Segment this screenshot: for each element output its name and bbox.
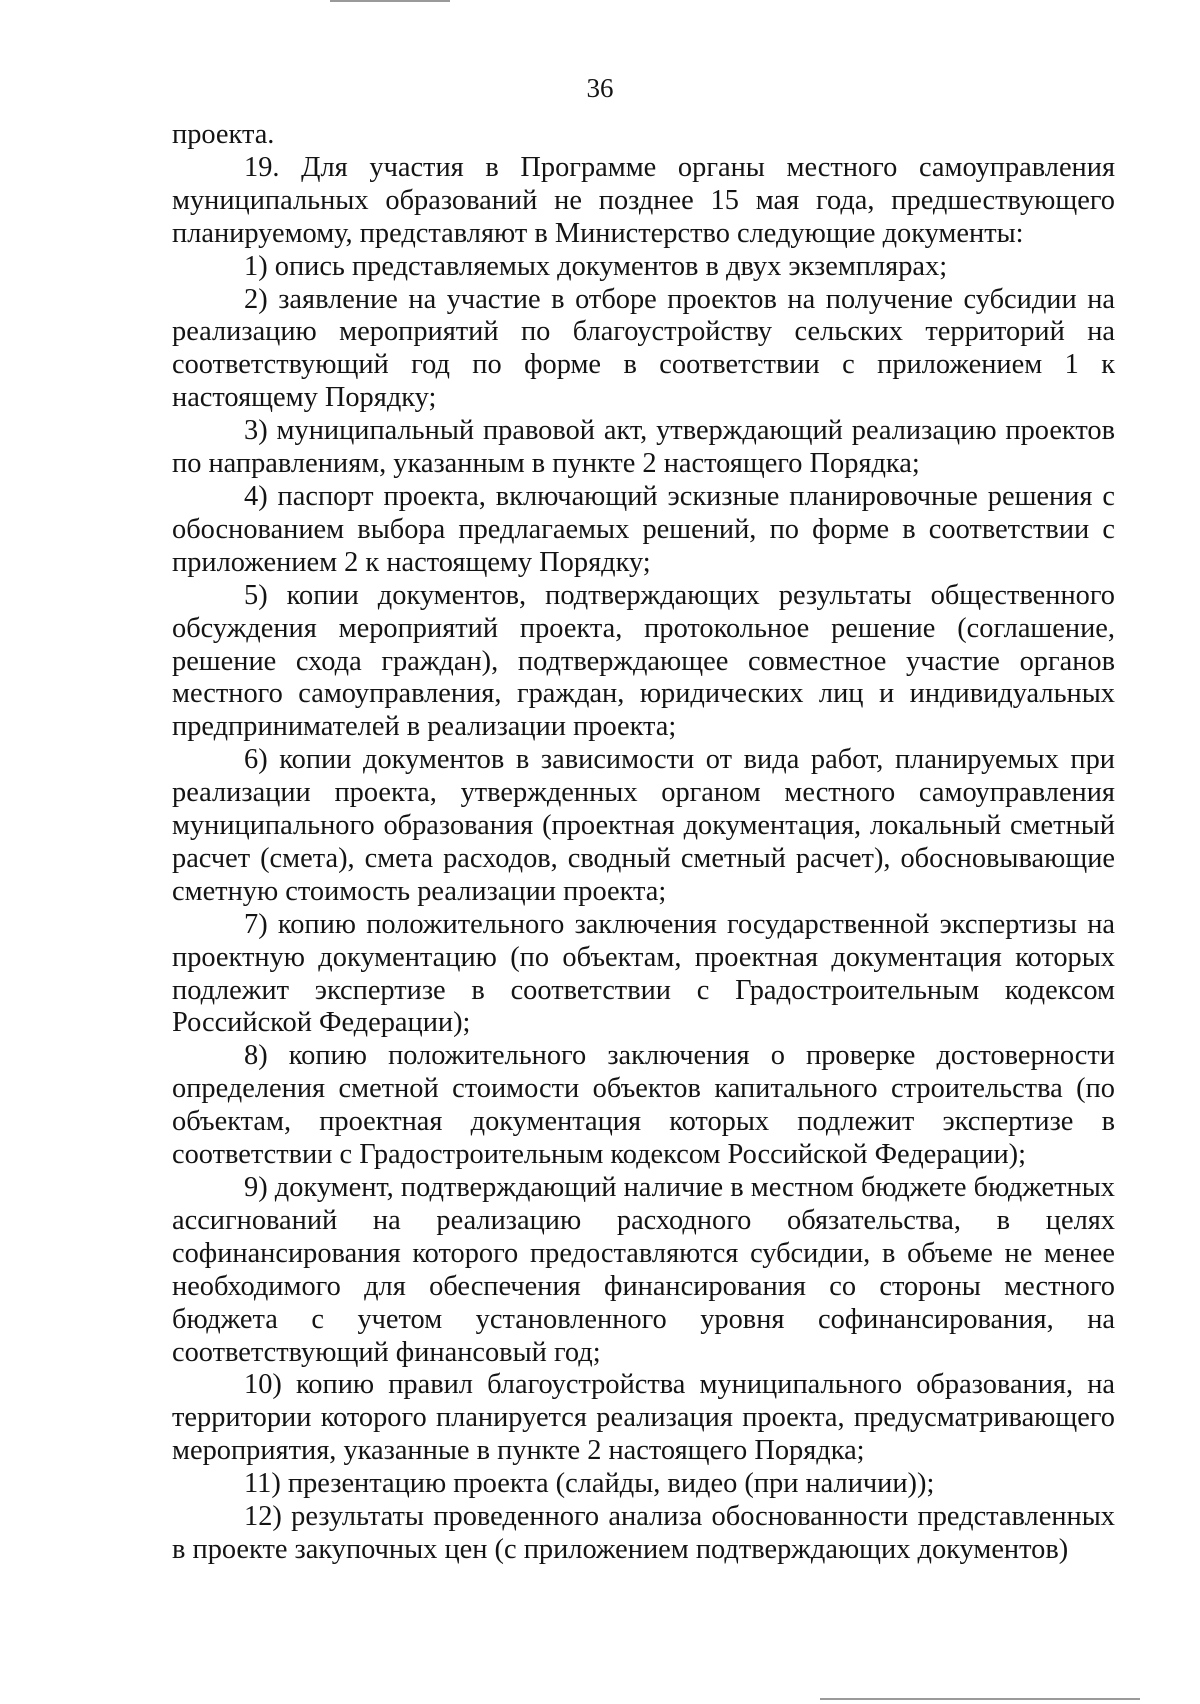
list-item-10: 10) копию правил благоустройства муниципального образования, на территории которого планируется реализация проекта, предусматривающего мероприятия, указанные в пункте 2 настоящего Порядка; — [172, 1369, 1115, 1467]
list-item-12: 12) результаты проведенного анализа обоснованности представленных в проекте закупочных цен (с приложением подтверждающих документов) — [172, 1501, 1115, 1565]
list-item-7: 7) копию положительного заключения государственной экспертизы на проектную документацию (по объектам, проектная документация которых подлежит экспертизе в соответствии с Градостроительным кодексом Российской Федерации); — [172, 908, 1115, 1039]
scan-artifact-top — [330, 0, 450, 2]
list-item-6: 6) копии документов в зависимости от вида работ, планируемых при реализации проекта, утвержденных органом местного самоуправления муниципального образования (проектная документация, локальный сметный расчет (смета), смета расходов, сводный сметный расчет), обосновывающие сметную стоимость реализации проекта; — [172, 744, 1115, 907]
paragraph-continuation: проекта. — [172, 119, 275, 150]
page-number: 36 — [586, 73, 614, 103]
list-item-2: 2) заявление на участие в отборе проектов на получение субсидии на реализацию мероприятий по благоустройству сельских территорий на соответствующий год по форме в соответствии с приложением 1 к настоящему Порядку; — [172, 283, 1115, 414]
list-item-3: 3) муниципальный правовой акт, утверждающий реализацию проектов по направлениям, указанным в пункте 2 настоящего Порядка; — [172, 415, 1115, 480]
document-body — [172, 119, 1115, 1567]
list-item-1: 1) опись представляемых документов в двух экземплярах; — [244, 250, 948, 282]
paragraph-item-19: 19. Для участия в Программе органы местного самоуправления муниципальных образований не позднее 15 мая года, предшествующего планируемому, представляют в Министерство следующие документы: — [172, 151, 1115, 249]
list-item-4: 4) паспорт проекта, включающий эскизные планировочные решения с обоснованием выбора предлагаемых решений, по форме в соответствии с приложением 2 к настоящему Порядку; — [172, 480, 1115, 578]
list-item-11: 11) презентацию проекта (слайды, видео (при наличии)); — [244, 1468, 935, 1500]
list-item-8: 8) копию положительного заключения о проверке достоверности определения сметной стоимости объектов капитального строительства (по объектам, проектная документация которых подлежит экспертизе в соответствии с Градостроительным кодексом Российской Федерации); — [172, 1040, 1115, 1171]
list-item-9: 9) документ, подтверждающий наличие в местном бюджете бюджетных ассигнований на реализацию расходного обязательства, в целях софинансирования которого предоставляются субсидии, в объеме не менее необходимого для обеспечения финансирования со стороны местного бюджета с учетом установленного уровня софинансирования, на соответствующий финансовый год; — [172, 1172, 1115, 1368]
list-item-5: 5) копии документов, подтверждающих результаты общественного обсуждения мероприятий проекта, протокольное решение (соглашение, решение схода граждан), подтверждающее совместное участие органов местного самоуправления, граждан, юридических лиц и индивидуальных предпринимателей в реализации проекта; — [172, 579, 1115, 743]
scan-artifact-bottom — [820, 1698, 1140, 1700]
